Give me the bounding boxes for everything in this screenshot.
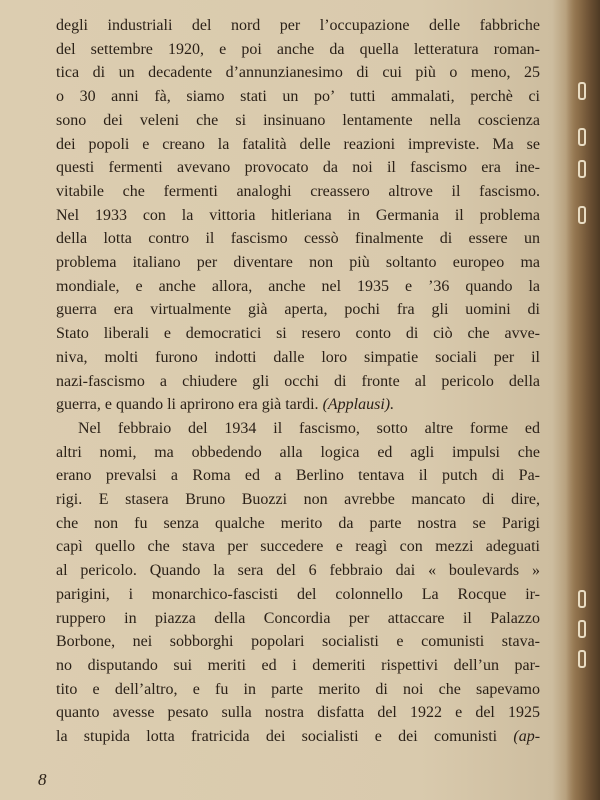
text-line: parigini, i monarchico-fascisti del colonnello La Rocque ir- [56, 585, 540, 603]
binding-stitch [578, 160, 586, 178]
binding-stitch [578, 620, 586, 638]
text-line: altri nomi, ma obbedendo alla logica ed agli impulsi che [56, 443, 540, 461]
book-binding [566, 0, 600, 800]
binding-stitch [578, 650, 586, 668]
body-text [56, 14, 540, 749]
binding-stitch [578, 82, 586, 100]
text-line: Nel febbraio del 1934 il fascismo, sotto altre forme ed [78, 419, 540, 437]
text-line: degli industriali del nord per l’occupazione delle fabbriche [56, 17, 540, 34]
binding-stitch [578, 590, 586, 608]
text-line: guerra era virtualmente già aperta, pochi fra gli uomini di [56, 301, 540, 319]
paragraph-1 [56, 14, 540, 417]
continuation-text: (ap- [513, 728, 541, 746]
text-line: sono dei veleni che si insinuano lentamente nella coscienza [56, 111, 540, 129]
text-line: niva, molti furono indotti dalle loro simpatie sociali per il [56, 348, 540, 366]
text-line: capì quello che stava per succedere e reagì con mezzi adeguati [56, 538, 540, 556]
text-line [56, 725, 540, 749]
text-line: Stato liberali e democratici si resero conto di ciò che avve- [56, 325, 540, 343]
text-line: al pericolo. Quando la sera del 6 febbraio dai « boulevards » [56, 562, 540, 580]
text-line: tica di un decadente d’annunzianesimo di cui più o meno, 25 [56, 64, 540, 82]
text-line: rigi. E stasera Bruno Buozzi non avrebbe mancato di dire, [56, 491, 540, 509]
text-line: ruppero in piazza della Concordia per attaccare il Palazzo [56, 609, 540, 627]
text-line: nazi-fascismo a chiudere gli occhi di fronte al pericolo della [56, 372, 540, 390]
text-line: tito e dell’altro, e fu in parte merito di noi che sapevamo [56, 680, 540, 698]
text-line: Borbone, nei sobborghi popolari socialisti e comunisti stava- [56, 633, 540, 651]
text-line: mondiale, e anche allora, anche nel 1935 e ’36 quando la [56, 277, 540, 295]
text-line: quanto avesse pesato sulla nostra disfatta del 1922 e del 1925 [56, 704, 540, 722]
binding-stitch [578, 128, 586, 146]
text-fragment: guerra, e quando li aprirono era già tardi. [56, 396, 319, 414]
text-line [56, 393, 540, 417]
text-line: che non fu senza qualche merito da parte nostra se Parigi [56, 514, 540, 532]
binding-stitch [578, 206, 586, 224]
text-line: della lotta contro il fascismo cessò finalmente di essere un [56, 230, 540, 248]
text-line: erano prevalsi a Roma ed a Berlino tentava il putch di Pa- [56, 467, 540, 485]
paragraph-2 [56, 417, 540, 749]
text-line: vitabile che fermenti analoghi creassero altrove il fascismo. [56, 182, 540, 200]
text-line: questi fermenti avevano provocato da noi il fascismo era ine- [56, 159, 540, 177]
text-line: del settembre 1920, e poi anche da quella letteratura roman- [56, 40, 540, 58]
text-line: dei popoli e creano la fatalità delle reazioni impreviste. Ma se [56, 135, 540, 153]
text-line: o 30 anni fà, siamo stati un po’ tutti ammalati, perchè ci [56, 88, 540, 106]
text-line: Nel 1933 con la vittoria hitleriana in Germania il problema [56, 206, 540, 224]
text-line: no disputando sui meriti ed i demeriti rispettivi dell’un par- [56, 656, 540, 674]
page-number: 8 [38, 770, 47, 789]
text-line: problema italiano per diventare non più soltanto europeo ma [56, 254, 540, 272]
text-fragment: la stupida lotta fratricida dei socialisti e dei comunisti [56, 728, 498, 746]
applause-note: (Applausi). [322, 396, 395, 414]
